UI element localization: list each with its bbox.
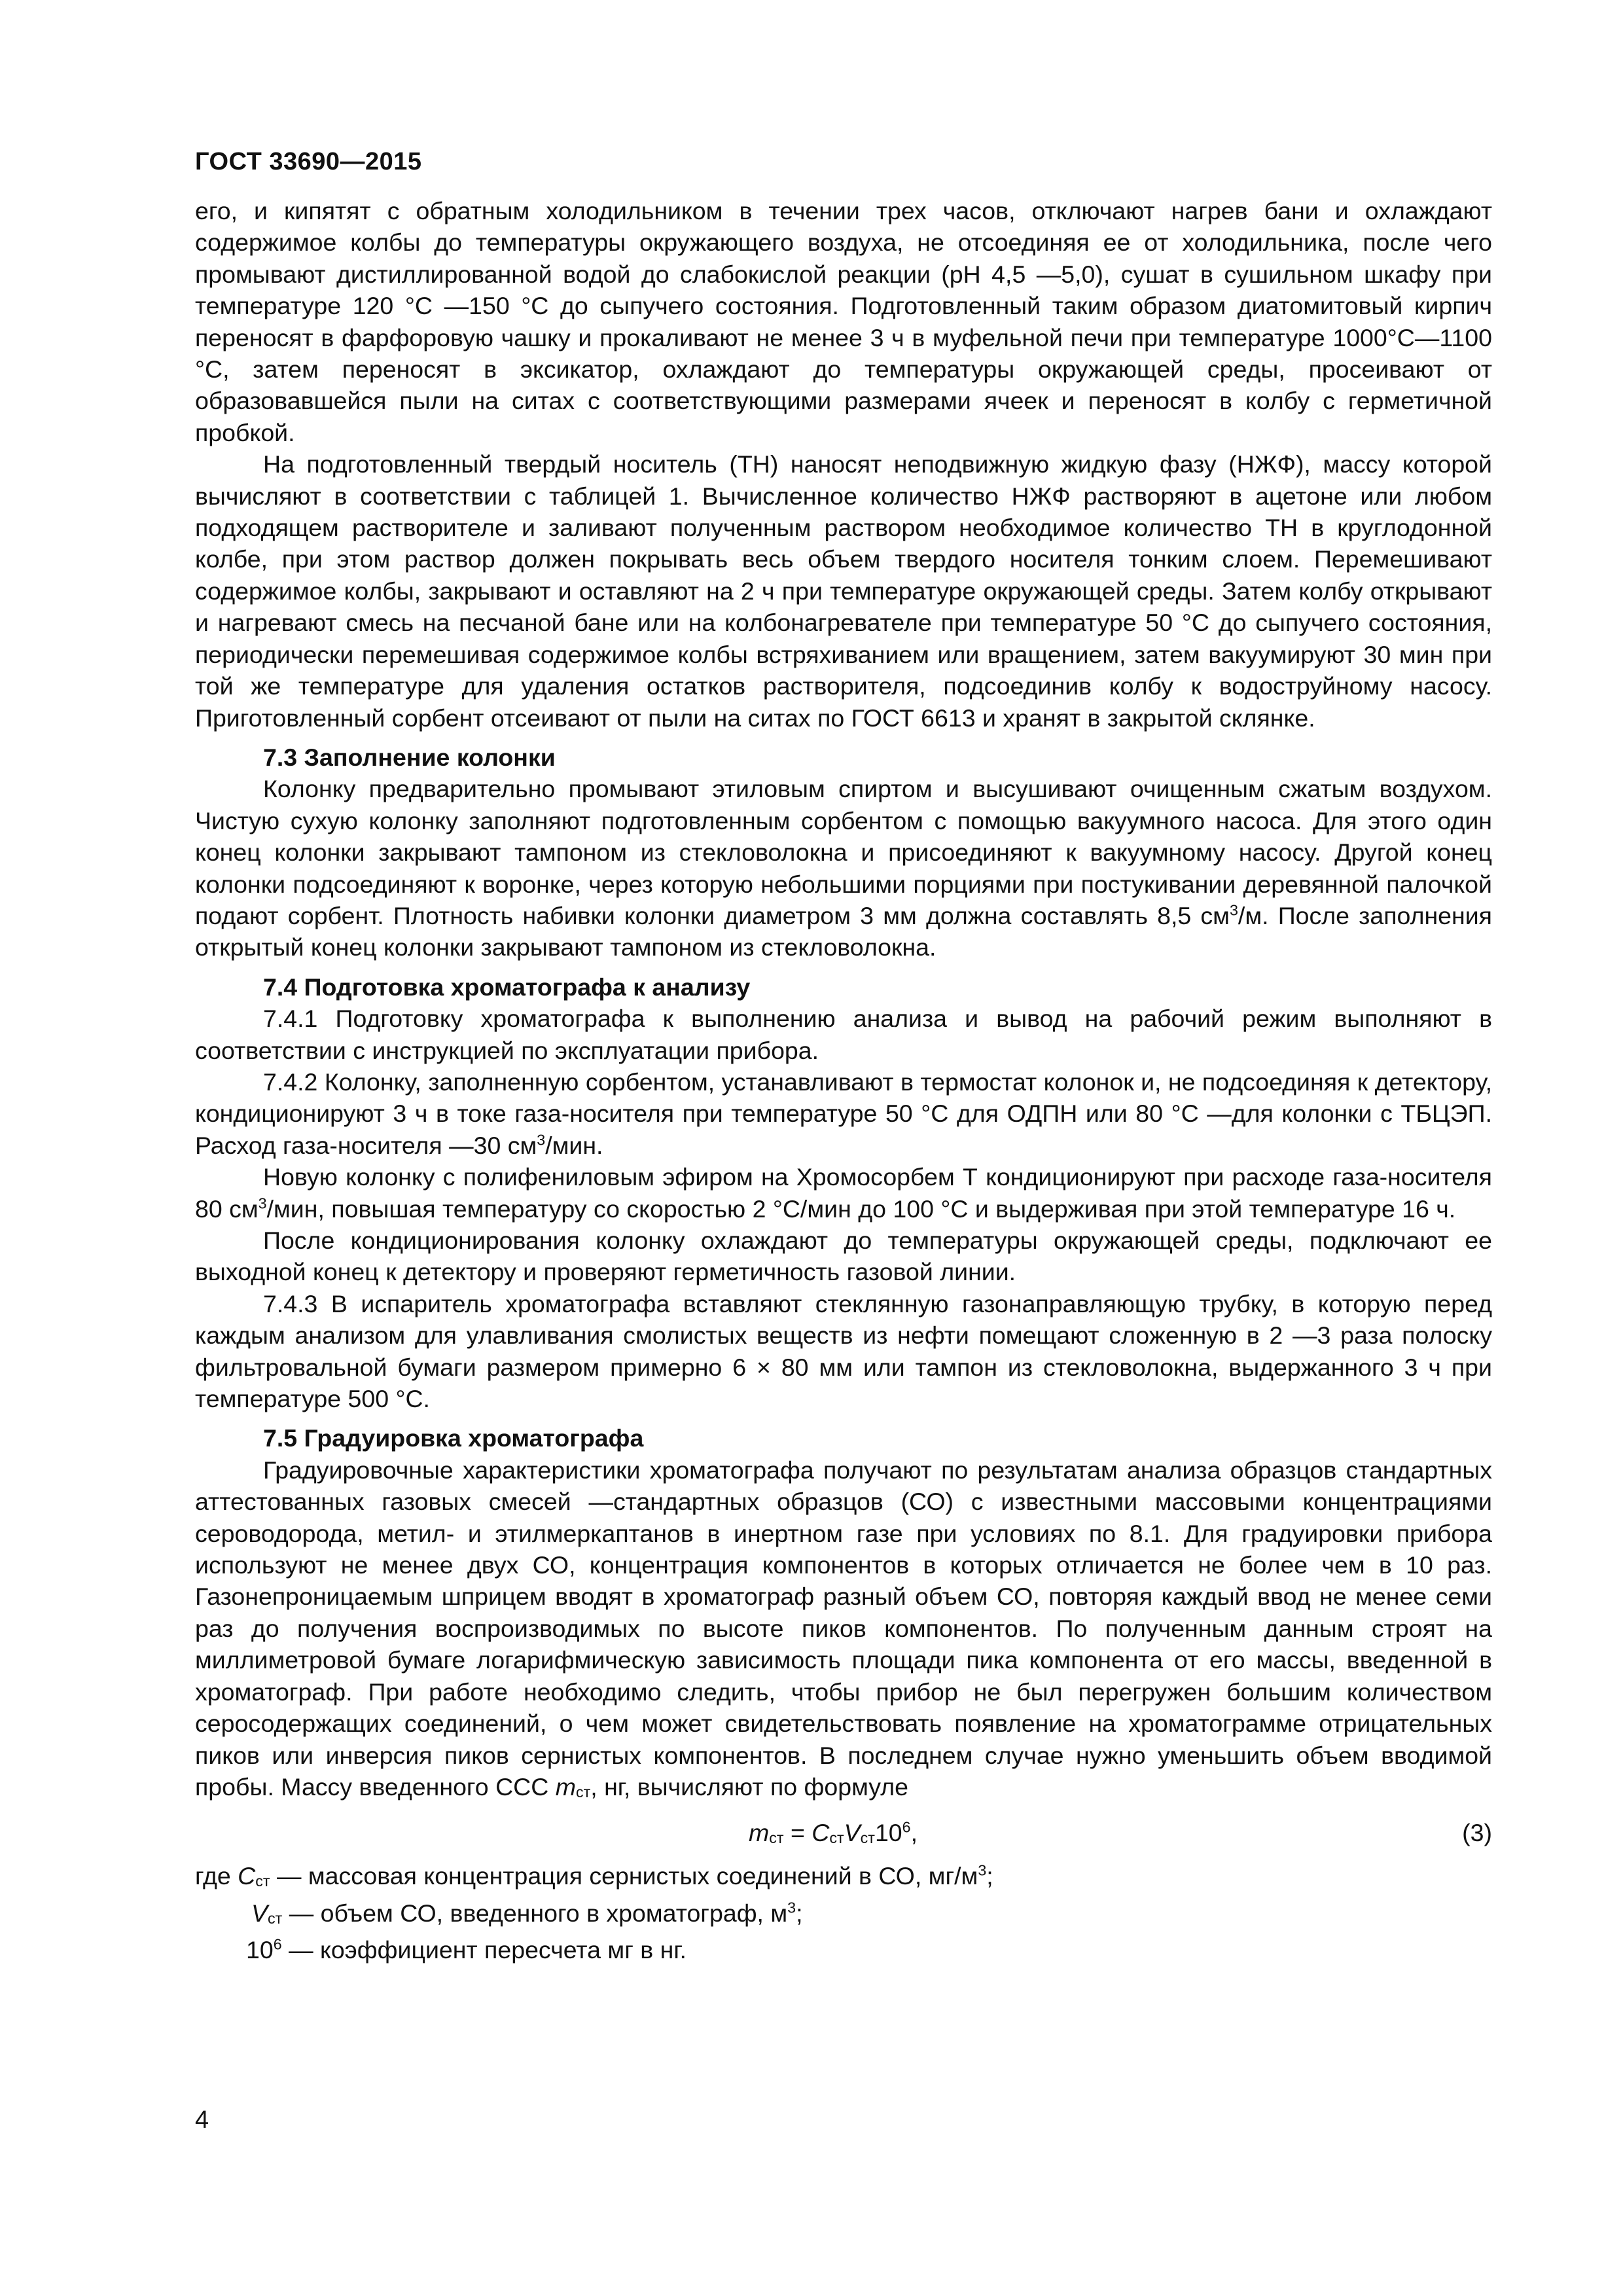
where-row	[195, 1934, 1492, 1965]
math-var: m	[749, 1819, 770, 1847]
paragraph	[195, 1161, 1492, 1225]
paragraph: его, и кипятят с обратным холодильником в течении трех часов, отключают нагрев бани и охлаждают содержимое колбы до температуры окружающего воздуха, не отсоединяя ее от холодильника, после чего промывают дистиллированной водой до слабокислой реакции (pH 4,5 —5,0), сушат в сушильном шкафу при температуре 120 °С —150 °С до сыпучего состояния. Подготовленный таким образом диатомитовый кирпич переносят в фарфоровую чашку и прокаливают не менее 3 ч в муфельной печи при температуре 1000°С—1100 °С, затем переносят в эксикатор, охлаждают до температуры окружающей среды, просеивают от образовавшейся пыли на ситах с соответствующими размерами ячеек и переносят в колбу с герметичной пробкой.	[195, 197, 1492, 446]
math-var: m	[555, 1772, 576, 1801]
superscript: 6	[273, 1935, 282, 1953]
standard-header: ГОСТ 33690—2015	[195, 148, 422, 175]
subscript: ст	[255, 1873, 270, 1890]
where-row	[195, 1897, 1492, 1934]
subscript: ст	[860, 1829, 875, 1847]
paragraph: После кондиционирования колонку охлаждают до температуры окружающей среды, подключают ее выходной конец к детектору и проверяют герметичность газовой линии.	[195, 1227, 1492, 1286]
text-run: /м. После заполнения открытый конец колонки закрывают тампоном из стекловолокна.	[195, 901, 1492, 961]
text-run: /мин.	[545, 1131, 603, 1159]
where-row	[195, 1860, 1492, 1897]
text-run: Колонку предварительно промывают этиловым спиртом и высушивают очищенным сжатым воздухом. Чистую сухую колонку заполняют подготовленным сорбентом с помощью вакуумного насоса. Для этого один конец колонки закрывают тампоном из стекловолокна и присоединяют к вакуумному насосу. Другой конец колонки подсоединяют к воронке, через которую небольшими порциями при постукивании деревянной палочкой подают сорбент. Плотность набивки колонки диаметром 3 мм должна составлять 8,5 см	[195, 775, 1492, 929]
text-run: — объем СО, введенного в хроматограф, м	[282, 1899, 788, 1927]
text-run: , нг, вычисляют по формуле	[590, 1772, 908, 1801]
paragraph: На подготовленный твердый носитель (ТН) наносят неподвижную жидкую фазу (НЖФ), массу которой вычисляют в соответствии с таблицей 1. Вычисленное количество НЖФ растворяют в ацетоне или любом подходящем растворителе и заливают полученным раствором необходимое количество ТН в круглодонной колбе, при этом раствор должен покрывать весь объем твердого носителя тонким слоем. Перемешивают содержимое колбы, закрывают и оставляют на 2 ч при температуре окружающей среды. Затем колбу открывают и нагревают смесь на песчаной бане или на колбонагревателе при температуре 50 °С до сыпучего состояния, периодически перемешивая содержимое колбы встряхиванием или вращением, затем вакуумируют 30 мин при той же температуре для удаления остатков растворителя, подсоединив колбу к водоструйному насосу. Приготовленный сорбент отсеивают от пыли на ситах по ГОСТ 6613 и хранят в закрытой склянке.	[195, 450, 1492, 732]
superscript: 6	[902, 1818, 911, 1836]
math-var: V	[844, 1819, 861, 1847]
page-number: 4	[195, 2106, 209, 2134]
text-run: — коэффициент пересчета мг в нг.	[281, 1936, 687, 1964]
math-num: 10	[874, 1819, 902, 1847]
paragraph	[195, 1066, 1492, 1161]
superscript: 3	[1229, 901, 1238, 919]
text-run: /мин, повышая температуру со скоростью 2 °С/мин до 100 °С и выдерживая при этой температуре 16 ч.	[266, 1194, 1456, 1223]
subscript: ст	[829, 1829, 844, 1847]
body-text	[195, 195, 1492, 1966]
text-run: Градуировочные характеристики хроматографа получают по результатам анализа образцов стандартных аттестованных газовых смесей —стандартных образцов (СО) с известными массовыми концентрациями сероводорода, метил- и этилмеркаптанов в инертном газе при условиях по 8.1. Для градуировки прибора используют не менее двух СО, концентрация компонентов в которых отличается не более чем в 10 раз. Газонепроницаемым шприцем вводят в хроматограф разный объем СО, повторяя каждый ввод не менее семи раз до получения воспроизводимых по высоте пиков компонентов. По полученным данным строят на миллиметровой бумаге логарифмическую зависимость площади пика компонента от его массы, введенной в хроматограф. При работе необходимо следить, чтобы прибор не был перегружен большим количеством серосодержащих соединений, о чем может свидетельствовать появление на хроматограмме отрицательных пиков или инверсия пиков сернистых компонентов. В последнем случае нужно уменьшить объем вводимой пробы. Массу введенного ССС	[195, 1456, 1492, 1801]
text-run: ;	[986, 1862, 993, 1890]
where-block	[195, 1860, 1492, 1965]
section-heading-7-3: 7.3 Заполнение колонки	[263, 743, 556, 771]
superscript: 3	[978, 1861, 987, 1879]
formula	[749, 1817, 918, 1854]
math-op: =	[783, 1819, 812, 1847]
math-var: C	[812, 1819, 830, 1847]
paragraph	[195, 1454, 1492, 1808]
paragraph: 7.4.1 Подготовку хроматографа к выполнению анализа и вывод на рабочий режим выполняют в соответствии с инструкцией по эксплуатации прибора.	[195, 1005, 1492, 1064]
subscript: ст	[268, 1909, 283, 1927]
superscript: 3	[258, 1194, 267, 1212]
text-run: ;	[796, 1899, 803, 1927]
subscript: ст	[575, 1783, 591, 1801]
superscript: 3	[787, 1899, 796, 1916]
math-num: 10	[246, 1936, 274, 1964]
formula-number: (3)	[1462, 1819, 1492, 1847]
section-heading-7-5: 7.5 Градуировка хроматографа	[263, 1424, 644, 1452]
subscript: ст	[769, 1829, 784, 1847]
superscript: 3	[537, 1131, 546, 1149]
section-heading-7-4: 7.4 Подготовка хроматографа к анализу	[263, 973, 751, 1001]
paragraph: 7.4.3 В испаритель хроматографа вставляют стеклянную газонаправляющую трубку, в которую перед каждым анализом для улавливания смолистых веществ из нефти помещают сложенную в 2 —3 раза полоску фильтровальной бумаги размером примерно 6 × 80 мм или тампон из стекловолокна, выдержанного 3 ч при температуре 500 °С.	[195, 1289, 1492, 1413]
text-run: 7.4.2 Колонку, заполненную сорбентом, устанавливают в термостат колонок и, не подсоединяя к детектору, кондиционируют 3 ч в токе газа-носителя при температуре 50 °С для ОДПН или 80 °С —для колонки с ТБЦЭП. Расход газа-носителя —30 см	[195, 1067, 1492, 1159]
math-var: C	[238, 1862, 256, 1890]
formula-row	[195, 1813, 1492, 1856]
text-run: — массовая концентрация сернистых соединений в СО, мг/м	[270, 1862, 978, 1890]
math-tail: ,	[910, 1819, 918, 1847]
math-var: V	[251, 1899, 268, 1927]
text-run: Новую колонку с полифениловым эфиром на Хромосорбем Т кондиционируют при расходе газа-носителя 80 см	[195, 1163, 1492, 1223]
paragraph	[195, 773, 1492, 963]
text-run: где	[195, 1862, 238, 1890]
